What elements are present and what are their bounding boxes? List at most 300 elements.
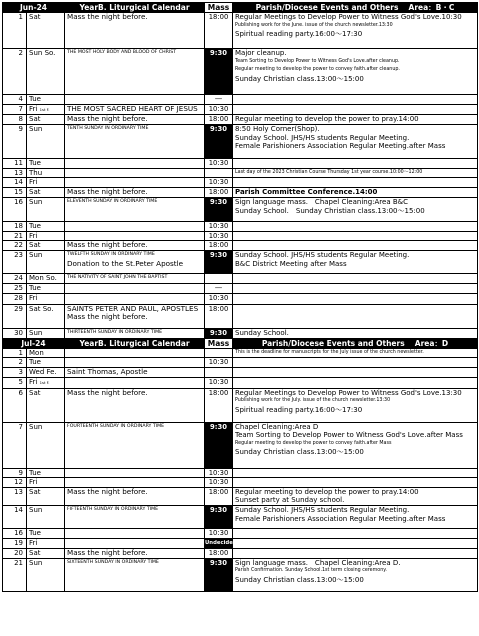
day-cell	[27, 197, 65, 221]
events-cell	[233, 168, 478, 178]
day-cell	[27, 284, 65, 294]
mass-time: 9:30	[205, 422, 233, 468]
liturgy-text: FOURTEENTH SUNDAY IN ORDINARY TIME	[67, 423, 165, 429]
mass-time: 9:30	[205, 125, 233, 159]
date-cell: 19	[3, 538, 27, 548]
event-text: Regular Meetings to Develop Power to Witness God's Love.13:30	[235, 388, 462, 397]
mass-time: 18:00	[205, 548, 233, 558]
liturgy-cell	[65, 505, 205, 528]
date-cell: 20	[3, 548, 27, 558]
day-name: Thu	[29, 168, 43, 177]
parish-calendar-sheet	[2, 2, 477, 592]
day-name: Sat	[29, 187, 41, 196]
liturgy-cell	[65, 358, 205, 368]
liturgy-cell	[65, 95, 205, 105]
month-header: Jun-24	[3, 3, 65, 13]
events-cell	[233, 125, 478, 159]
day-cell	[27, 328, 65, 338]
liturgy-text: TWELFTH SUNDAY IN ORDINARY TIME	[67, 252, 155, 258]
date-cell: 28	[3, 293, 27, 304]
events-cell	[233, 104, 478, 115]
event-text: B&C District Meeting after Mass	[235, 259, 347, 268]
day-name: Fri	[29, 478, 38, 487]
mass-time: 10:30	[205, 104, 233, 115]
mass-time: 18:00	[205, 241, 233, 251]
date-cell: 29	[3, 304, 27, 328]
liturgical-calendar-header: YearB. Liturgical Calendar	[65, 338, 205, 348]
events-cell	[233, 274, 478, 284]
liturgy-text: FIFTEENTH SUNDAY IN ORDINARY TIME	[67, 506, 159, 512]
event-text: Publishing work for the July. issue of the church newsletter.13:30	[235, 398, 391, 404]
liturgy-text: Mass the night before.	[67, 114, 148, 124]
event-text: Spiritual reading party.16:00～17:30	[235, 405, 363, 414]
day-name: Tue	[29, 221, 41, 230]
liturgy-cell	[65, 422, 205, 468]
event-text: Sunset party at Sunday school.	[235, 496, 345, 505]
event-text: Team Sorting to Develop Power to Witness God's Love.after Mass	[235, 431, 463, 440]
calendar-row	[3, 284, 478, 294]
mass-time: 18:00	[205, 304, 233, 328]
event-text: Sign language mass. Chapel Cleaning:Area D.	[235, 558, 401, 567]
mass-time: ―	[205, 95, 233, 105]
date-cell: 3	[3, 367, 27, 377]
day-cell	[27, 115, 65, 125]
mass-time: 9:30	[205, 505, 233, 528]
liturgy-text: Mass the night before.	[67, 12, 148, 21]
liturgy-cell	[65, 125, 205, 159]
events-cell	[233, 187, 478, 197]
day-cell	[27, 468, 65, 478]
day-cell	[27, 159, 65, 169]
mass-time	[205, 348, 233, 358]
calendar-row	[3, 125, 478, 159]
day-subtype: 1st F.	[39, 106, 50, 112]
liturgy-cell	[65, 304, 205, 328]
day-name: Fri	[29, 293, 38, 302]
day-cell	[27, 49, 65, 95]
liturgy-text: THIRTEENTH SUNDAY IN ORDINARY TIME	[67, 329, 163, 335]
calendar-row	[3, 251, 478, 274]
day-name: Tue	[29, 468, 41, 477]
liturgy-text: THE MOST SACRED HEART OF JESUS	[67, 103, 198, 113]
event-text: This is the deadline for manuscripts for the July issue of the church newsletter.	[235, 349, 424, 355]
day-cell	[27, 293, 65, 304]
event-text: Last day of the 2023 Christian Course Thursday 1st year course.10:00～12:00	[235, 169, 423, 175]
event-text: Sunday School. Sunday Christian class.13:00～15:00	[235, 206, 425, 215]
day-name: Fri	[29, 377, 38, 386]
day-cell	[27, 274, 65, 284]
event-text: Sunday Christian class.13:00～15:00	[235, 74, 364, 83]
mass-time	[205, 367, 233, 377]
day-cell	[27, 178, 65, 188]
calendar-row	[3, 538, 478, 548]
date-cell: 1	[3, 13, 27, 49]
events-cell	[233, 95, 478, 105]
date-cell: 13	[3, 487, 27, 505]
event-text: Regular Meetings to Develop Power to Witness God's Love.10:30	[235, 13, 462, 21]
day-name: Fri	[29, 104, 38, 113]
event-text: Publishing work for the June. issue of the church newsletter.13:30	[235, 22, 393, 28]
mass-time: 9:30	[205, 328, 233, 338]
date-cell: 5	[3, 377, 27, 388]
day-cell	[27, 251, 65, 274]
events-cell	[233, 538, 478, 548]
event-text: Female Parishioners Association Regular Meeting.after Mass	[235, 514, 446, 523]
event-text: Chapel Cleaning:Area D	[235, 422, 319, 431]
liturgy-text: Donation to the St.Peter Apostle	[67, 258, 184, 268]
date-cell: 9	[3, 468, 27, 478]
liturgical-calendar-header: YearB. Liturgical Calendar	[65, 3, 205, 13]
day-cell	[27, 548, 65, 558]
event-text: Female Parishioners Association Regular Meeting.after Mass	[235, 142, 446, 151]
date-cell: 15	[3, 187, 27, 197]
mass-time: 10:30	[205, 468, 233, 478]
date-cell: 16	[3, 197, 27, 221]
event-text: Regular meeting to develop the power to convey faith.after cleanup.	[235, 67, 400, 73]
calendar-row	[3, 328, 478, 338]
event-text: Regular meeting to develop the power to pray.14:00	[235, 487, 419, 496]
day-name: Tue	[29, 95, 41, 103]
events-header: Parish/Diocese Events and Others Area：D	[233, 338, 478, 348]
calendar-row	[3, 558, 478, 591]
events-cell	[233, 221, 478, 231]
events-cell	[233, 558, 478, 591]
event-text: Sunday School. JHS/HS students Regular Meeting.	[235, 251, 410, 260]
day-name: Mon	[29, 274, 44, 283]
calendar-row	[3, 168, 478, 178]
events-cell	[233, 293, 478, 304]
events-cell	[233, 241, 478, 251]
calendar-row	[3, 377, 478, 388]
liturgy-text: SIXTEENTH SUNDAY IN ORDINARY TIME	[67, 559, 159, 565]
liturgy-text: THE MOST HOLY BODY AND BLOOD OF CHRIST	[67, 50, 177, 55]
date-cell: 16	[3, 528, 27, 538]
date-cell: 21	[3, 558, 27, 591]
calendar-row	[3, 487, 478, 505]
calendar-row	[3, 104, 478, 115]
mass-time: 18:00	[205, 13, 233, 49]
mass-time: 10:30	[205, 178, 233, 188]
events-cell	[233, 49, 478, 95]
day-name: Sat	[29, 241, 41, 250]
events-cell	[233, 231, 478, 241]
events-cell	[233, 422, 478, 468]
day-cell	[27, 125, 65, 159]
liturgy-cell	[65, 159, 205, 169]
day-cell	[27, 377, 65, 388]
calendar-row	[3, 13, 478, 49]
liturgy-cell	[65, 115, 205, 125]
date-cell: 4	[3, 95, 27, 105]
calendar-row	[3, 505, 478, 528]
liturgy-cell	[65, 377, 205, 388]
liturgy-text: Mass the night before.	[67, 312, 148, 322]
events-cell	[233, 468, 478, 478]
liturgy-cell	[65, 478, 205, 488]
events-cell	[233, 304, 478, 328]
day-subtype: Fe.	[46, 367, 57, 376]
calendar-table	[2, 2, 478, 592]
liturgy-cell	[65, 487, 205, 505]
liturgy-cell	[65, 49, 205, 95]
mass-time: 10:30	[205, 358, 233, 368]
day-cell	[27, 231, 65, 241]
mass-time: 9:30	[205, 49, 233, 95]
day-name: Fri	[29, 538, 38, 547]
mass-time	[205, 168, 233, 178]
mass-header: Mass	[205, 3, 233, 13]
liturgy-text: Mass the night before.	[67, 240, 148, 250]
mass-time: 10:30	[205, 159, 233, 169]
liturgy-text: TENTH SUNDAY IN ORDINARY TIME	[67, 126, 149, 132]
liturgy-cell	[65, 251, 205, 274]
calendar-row	[3, 348, 478, 358]
date-cell: 11	[3, 159, 27, 169]
date-cell: 21	[3, 231, 27, 241]
event-text: 8:50 Holy Corner(Shop).	[235, 125, 320, 134]
liturgy-text: ELEVENTH SUNDAY IN ORDINARY TIME	[67, 198, 158, 204]
date-cell: 14	[3, 178, 27, 188]
date-cell: 2	[3, 49, 27, 95]
liturgy-cell	[65, 168, 205, 178]
day-name: Wed	[29, 367, 45, 376]
liturgy-text: THE NATIVITY OF SAINT JOHN THE BAPTIST	[67, 275, 168, 281]
calendar-row	[3, 159, 478, 169]
day-name: Fri	[29, 178, 38, 187]
calendar-row	[3, 187, 478, 197]
event-text: Parish Committee Conference.14:00	[235, 187, 378, 196]
liturgy-cell	[65, 274, 205, 284]
day-cell	[27, 558, 65, 591]
liturgy-cell	[65, 104, 205, 115]
event-text: Sunday Christian class.13:00～15:00	[235, 448, 364, 457]
day-cell	[27, 13, 65, 49]
calendar-row	[3, 548, 478, 558]
liturgy-text: Mass the night before.	[67, 547, 148, 557]
event-text: Spiritual reading party.16:00～17:30	[235, 30, 363, 39]
mass-time: 18:00	[205, 388, 233, 422]
events-cell	[233, 115, 478, 125]
date-cell: 7	[3, 104, 27, 115]
event-text: Sunday School. JHS/HS students Regular Meeting.	[235, 133, 410, 142]
day-cell	[27, 528, 65, 538]
day-name: Sat	[29, 13, 41, 21]
liturgy-cell	[65, 241, 205, 251]
liturgy-cell	[65, 328, 205, 338]
event-text: Team Sorting to Develop Power to Witness God's Love.after cleanup.	[235, 58, 400, 64]
liturgy-text: Mass the night before.	[67, 387, 148, 397]
liturgy-cell	[65, 548, 205, 558]
liturgy-cell	[65, 293, 205, 304]
events-cell	[233, 284, 478, 294]
liturgy-cell	[65, 187, 205, 197]
mass-time: 10:30	[205, 377, 233, 388]
liturgy-cell	[65, 284, 205, 294]
date-cell: 8	[3, 115, 27, 125]
day-name: Tue	[29, 159, 41, 168]
day-name: Sun	[29, 251, 43, 260]
day-name: Sun	[29, 505, 43, 514]
events-cell	[233, 358, 478, 368]
events-cell	[233, 487, 478, 505]
day-name: Sat	[29, 115, 41, 124]
calendar-row	[3, 115, 478, 125]
day-cell	[27, 241, 65, 251]
events-cell	[233, 367, 478, 377]
events-cell	[233, 548, 478, 558]
day-subtype: So.	[42, 304, 54, 313]
day-name: Sat	[29, 487, 41, 496]
liturgy-cell	[65, 221, 205, 231]
mass-time: 9:30	[205, 558, 233, 591]
event-text: Regular meeting to develop the power to pray.14:00	[235, 115, 419, 124]
calendar-row	[3, 221, 478, 231]
calendar-row	[3, 95, 478, 105]
day-name: Fri	[29, 231, 38, 240]
calendar-row	[3, 422, 478, 468]
mass-time: 10:30	[205, 478, 233, 488]
liturgy-cell	[65, 468, 205, 478]
day-name: Sun	[29, 328, 43, 337]
events-header: Parish/Diocese Events and Others Area：B・C	[233, 3, 478, 13]
day-cell	[27, 104, 65, 115]
date-cell: 2	[3, 358, 27, 368]
day-cell	[27, 358, 65, 368]
mass-time: 18:00	[205, 487, 233, 505]
day-subtype: So.	[44, 49, 56, 57]
events-cell	[233, 388, 478, 422]
liturgy-cell	[65, 13, 205, 49]
day-name: Sun	[29, 197, 43, 206]
mass-time: 9:30	[205, 197, 233, 221]
day-cell	[27, 95, 65, 105]
event-text: Sunday Christian class.13:00～15:00	[235, 575, 364, 584]
day-cell	[27, 505, 65, 528]
day-cell	[27, 367, 65, 377]
event-text: Regular meeting to develop the power to convey faith.after Mass	[235, 440, 392, 446]
day-name: Sun	[29, 49, 43, 57]
day-name: Sun	[29, 422, 43, 431]
events-cell	[233, 13, 478, 49]
mass-time: 9:30	[205, 251, 233, 274]
mass-time: 10:30	[205, 293, 233, 304]
event-text: Sunday School.	[235, 328, 289, 337]
day-cell	[27, 221, 65, 231]
liturgy-text: Saint Thomas, Apostle	[67, 366, 148, 376]
day-cell	[27, 348, 65, 358]
day-name: Mon	[29, 348, 44, 357]
liturgy-cell	[65, 348, 205, 358]
events-cell	[233, 478, 478, 488]
date-cell: 12	[3, 478, 27, 488]
mass-time: Undecided	[205, 538, 233, 548]
day-subtype: 1st F.	[39, 379, 50, 385]
mass-time	[205, 274, 233, 284]
events-cell	[233, 197, 478, 221]
events-cell	[233, 505, 478, 528]
date-cell: 9	[3, 125, 27, 159]
liturgy-cell	[65, 388, 205, 422]
section-header-row	[3, 338, 478, 348]
events-cell	[233, 528, 478, 538]
date-cell: 24	[3, 274, 27, 284]
liturgy-text: Mass the night before.	[67, 486, 148, 496]
day-name: Tue	[29, 284, 41, 293]
date-cell: 6	[3, 388, 27, 422]
date-cell: 14	[3, 505, 27, 528]
liturgy-text: SAINTS PETER AND PAUL, APOSTLES	[67, 303, 199, 313]
mass-time: 10:30	[205, 231, 233, 241]
mass-time: 10:30	[205, 528, 233, 538]
calendar-row	[3, 358, 478, 368]
date-cell: 13	[3, 168, 27, 178]
date-cell: 22	[3, 241, 27, 251]
date-cell: 23	[3, 251, 27, 274]
liturgy-cell	[65, 558, 205, 591]
event-text: Major cleanup.	[235, 49, 287, 57]
day-name: Sat	[29, 304, 41, 313]
liturgy-text: Mass the night before.	[67, 186, 148, 196]
calendar-row	[3, 468, 478, 478]
events-cell	[233, 377, 478, 388]
liturgy-cell	[65, 528, 205, 538]
date-cell: 7	[3, 422, 27, 468]
day-name: Sat	[29, 388, 41, 397]
events-cell	[233, 159, 478, 169]
day-cell	[27, 388, 65, 422]
day-name: Sun	[29, 125, 43, 134]
day-cell	[27, 538, 65, 548]
day-cell	[27, 168, 65, 178]
calendar-row	[3, 478, 478, 488]
day-cell	[27, 187, 65, 197]
day-cell	[27, 487, 65, 505]
event-text: Sunday School. JHS/HS students Regular Meeting.	[235, 505, 410, 514]
day-cell	[27, 422, 65, 468]
mass-time: ―	[205, 284, 233, 294]
calendar-row	[3, 49, 478, 95]
day-name: Tue	[29, 528, 41, 537]
events-cell	[233, 178, 478, 188]
day-name: Tue	[29, 358, 41, 367]
event-text: Parish Confirmation. Sunday School.1st term closing ceremony.	[235, 568, 387, 574]
month-header: Jul-24	[3, 338, 65, 348]
calendar-row	[3, 304, 478, 328]
calendar-row	[3, 388, 478, 422]
calendar-row	[3, 197, 478, 221]
date-cell: 25	[3, 284, 27, 294]
events-cell	[233, 251, 478, 274]
day-name: Sat	[29, 548, 41, 557]
mass-time: 18:00	[205, 115, 233, 125]
calendar-row	[3, 528, 478, 538]
liturgy-cell	[65, 197, 205, 221]
calendar-row	[3, 274, 478, 284]
mass-time: 10:30	[205, 221, 233, 231]
event-text: Sign language mass. Chapel Cleaning:Area B&C	[235, 197, 409, 206]
calendar-row	[3, 293, 478, 304]
calendar-row	[3, 241, 478, 251]
date-cell: 1	[3, 348, 27, 358]
date-cell: 18	[3, 221, 27, 231]
calendar-row	[3, 367, 478, 377]
section-header-row	[3, 3, 478, 13]
mass-time: 18:00	[205, 187, 233, 197]
day-name: Sun	[29, 558, 43, 567]
day-subtype: So.	[46, 274, 57, 283]
liturgy-cell	[65, 538, 205, 548]
mass-header: Mass	[205, 338, 233, 348]
